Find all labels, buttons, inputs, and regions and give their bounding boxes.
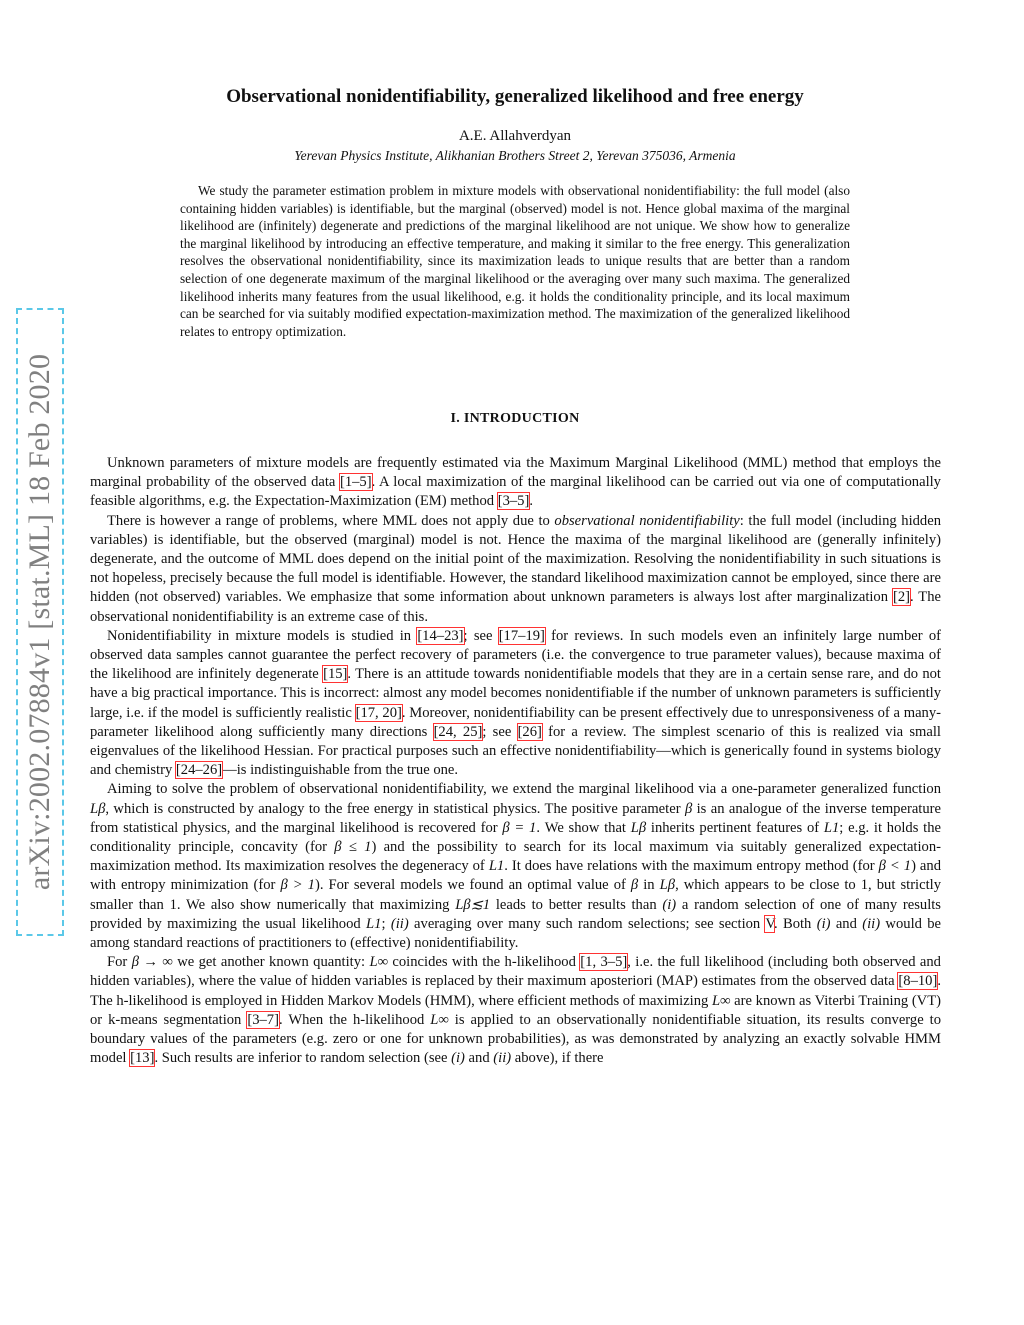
text: ; e.g. it holds the conditionality principle, concavity (for — [90, 819, 941, 856]
emphasis-text: (ii) — [493, 1050, 512, 1067]
math-symbol: Lβ — [630, 819, 647, 836]
text: , i.e. the full likelihood (including both observed and hidden variables), where the value of hidden variables is replaced by their maximum aposteriori (MAP) estimates from the observed data — [90, 954, 941, 990]
text: —is indistinguishable from the true one. — [222, 762, 459, 779]
math-symbol: β > 1 — [280, 877, 315, 894]
citation-link[interactable]: [3–7] — [247, 1011, 279, 1028]
math-symbol: L∞ — [369, 954, 388, 971]
citation-link[interactable]: [26] — [517, 723, 542, 740]
text: in — [638, 877, 660, 894]
citation-link[interactable]: [8–10] — [898, 973, 938, 990]
text: . Moreover, nonidentifiability can be present effectively due to unresponsiveness of a many-parameter likelihood along sufficiently many directions — [90, 704, 941, 740]
text: above), if there — [511, 1050, 604, 1067]
text: : the full model (including hidden variables) is identifiable, but the observed (marginal) model is not. Hence the maxima of the marginal likelihood are (generally infinitely) degenerate, and the outcome of MML does depend on the initial point of the maximization. Resolving the nonidentifiability in such situations is not hopeless, precisely because the full model is identifiable. However, the standard likelihood maximization cannot be employed, since there are hidden (not observed) variables. We emphasize that some information about unknown parameters is always lost after marginalization — [90, 512, 942, 606]
emphasis-text: (ii) — [390, 915, 409, 932]
emphasis-text: (i) — [816, 915, 831, 932]
text: averaging over many such random selections; see section — [408, 915, 766, 932]
citation-link[interactable]: [13] — [130, 1050, 155, 1067]
text: . When the h-likelihood — [278, 1011, 431, 1028]
citation-link[interactable]: [17–19] — [498, 627, 545, 644]
section-link[interactable]: V — [765, 915, 774, 932]
text: , which is constructed by analogy to the free energy in statistical physics. The positive parameter — [105, 800, 685, 817]
arxiv-identifier-text: arXiv:2002.07884v1 [stat.ML] 18 Feb 2020 — [23, 353, 56, 891]
citation-link[interactable]: [14–23] — [417, 627, 464, 644]
math-symbol: β → ∞ — [131, 954, 173, 971]
text: leads to better results than — [490, 896, 663, 913]
citation-link[interactable]: [17, 20] — [355, 704, 402, 721]
text: for reviews. In such models even an infinitely large number of observed data samples cannot guarantee the perfect recovery of parameters (i.e. the convergence to true parameter values), because maxima of the likelihood are infinitely degenerate — [90, 627, 941, 683]
math-symbol: β — [630, 877, 639, 894]
text: . A local maximization of the marginal likelihood can be carried out via one of computationally feasible algorithms, e.g. the Expectation-Maximization (EM) method — [90, 474, 941, 510]
math-symbol: Lβ≲1 — [455, 896, 491, 913]
section-heading-introduction: I. INTRODUCTION — [450, 411, 580, 426]
citation-link[interactable]: [3–5] — [497, 493, 530, 510]
text: is applied to an observationally nonidentifiable situation, its results converge to boundary values of the parameters (e.g. zero or one for unknown probabilities), as was demonstrated by analyzing an exactly solvable HMM model — [90, 1011, 942, 1067]
paragraph-4 — [90, 780, 941, 953]
paragraph-1 — [90, 454, 941, 512]
paper-title: Observational nonidentifiability, generalized likelihood and free energy — [226, 86, 804, 107]
text: coincides with the h-likelihood — [388, 954, 581, 971]
text: . Both — [773, 915, 817, 932]
math-symbol: Lβ — [659, 877, 676, 894]
math-symbol: L1 — [823, 819, 840, 836]
text: are known as Viterbi Training (VT) or k-means segmentation — [90, 992, 941, 1028]
text: For — [107, 954, 132, 971]
text: . The observational nonidentifiability is an extreme case of this. — [90, 589, 941, 625]
abstract: We study the parameter estimation problem in mixture models with observational nonidentifiability: the full model (also containing hidden variables) is identifiable, but the marginal (observed) model is not. Hence global maxima of the marginal likelihood are (infinitely) degenerate and predictions of the marginal likelihood are not unique. We show how to generalize the marginal likelihood by introducing an effective temperature, and making it similar to the free energy. This generalization resolves the observational nonidentifiability, since its maximization leads to unique results that are better than a random selection of one degenerate maximum of the marginal likelihood or the averaging over many such maxima. The generalized likelihood inherits many features from the usual likelihood, e.g. it holds the conditionality principle, and its local maximum can be searched for via suitably modified expectation-maximization method. The maximization of the generalized likelihood relates to entropy optimization. — [180, 183, 850, 339]
text: a random selection of one of many results provided by maximizing the usual likelihood — [90, 896, 941, 932]
citation-link[interactable]: [24, 25] — [433, 723, 483, 740]
emphasis-text: (i) — [451, 1050, 465, 1067]
author-name: A.E. Allahverdyan — [458, 128, 572, 144]
text: Aiming to solve the problem of observational nonidentifiability, we extend the marginal likelihood via a one-parameter generalized function — [107, 781, 941, 798]
text: ) and with entropy minimization (for — [90, 858, 942, 894]
text: , which appears to be close to 1, but strictly smaller than 1. We also show numerically that maximizing — [90, 877, 941, 913]
text: . We show that — [536, 819, 631, 836]
math-symbol: β — [684, 800, 693, 817]
text: ; see — [482, 723, 518, 740]
citation-link[interactable]: [2] — [892, 589, 910, 606]
text: and — [464, 1050, 494, 1067]
text: . Such results are inferior to random selection (see — [154, 1050, 452, 1067]
paragraph-2 — [90, 512, 941, 627]
citation-link[interactable]: [1–5] — [339, 474, 372, 491]
citation-link[interactable]: [15] — [323, 666, 348, 683]
math-symbol: β ≤ 1 — [334, 839, 372, 856]
text: ). For several models we found an optimal value of — [314, 877, 631, 894]
citation-link[interactable]: [1, 3–5] — [580, 954, 628, 971]
math-symbol: L∞ — [711, 992, 731, 1009]
paragraph-3 — [90, 627, 941, 781]
author-affiliation: Yerevan Physics Institute, Alikhanian Brothers Street 2, Yerevan 375036, Armenia — [294, 148, 736, 163]
paragraph-5 — [90, 953, 941, 1068]
text: . The h-likelihood is employed in Hidden Markov Models (HMM), where efficient methods of maximizing — [90, 973, 941, 1009]
text: . There is an attitude towards nonidentifiable models that they are in a certain sense rare, and do not have a big practical importance. This is incorrect: almost any model becomes nonidentifiable if the number of unknown parameters is sufficiently large, i.e. if the model is sufficiently realistic — [90, 666, 941, 721]
math-symbol: β < 1 — [878, 858, 912, 875]
math-symbol: L1 — [366, 915, 382, 932]
math-symbol: Lβ — [90, 800, 106, 817]
text: and — [830, 915, 863, 932]
math-symbol: β = 1 — [502, 819, 537, 836]
introduction-body — [90, 454, 941, 1069]
text: is an analogue of the inverse temperature from statistical physics, and the marginal likelihood is recovered for — [90, 800, 941, 836]
text: There is however a range of problems, where MML does not apply due to — [107, 512, 555, 529]
text: for a review. The simplest scenario of this is realized via small eigenvalues of the likelihood Hessian. For practical purposes such an effective nonidentifiability—which is generically found in systems biology and chemistry — [90, 723, 941, 779]
text: we get another known quantity: — [172, 954, 370, 971]
text: . — [529, 493, 533, 510]
text: . It does have relations with the maximum entropy method (for — [504, 858, 879, 875]
text: Nonidentifiability in mixture models is studied in — [107, 627, 418, 644]
emphasis-text: (ii) — [862, 915, 881, 932]
text: ) and the possibility to search for its local maximum via suitably generalized expectation-maximization method. Its maximization resolves the degeneracy of — [90, 839, 941, 875]
text: inherits pertinent features of — [646, 819, 824, 836]
text: ; see — [463, 627, 499, 644]
citation-link[interactable]: [24–26] — [175, 762, 223, 779]
arxiv-identifier-stamp[interactable] — [16, 308, 64, 936]
math-symbol: L∞ — [430, 1011, 449, 1028]
text: Unknown parameters of mixture models are frequently estimated via the Maximum Marginal Likelihood (MML) method that employs the marginal probability of the observed data — [90, 455, 941, 491]
math-symbol: L1 — [488, 858, 505, 875]
text: ; — [381, 915, 391, 932]
emphasis-text: (i) — [662, 896, 677, 913]
text: would be among standard reactions of practitioners to (effective) nonidentifiability. — [90, 915, 942, 952]
emphasis-text: observational nonidentifiability — [554, 512, 740, 529]
